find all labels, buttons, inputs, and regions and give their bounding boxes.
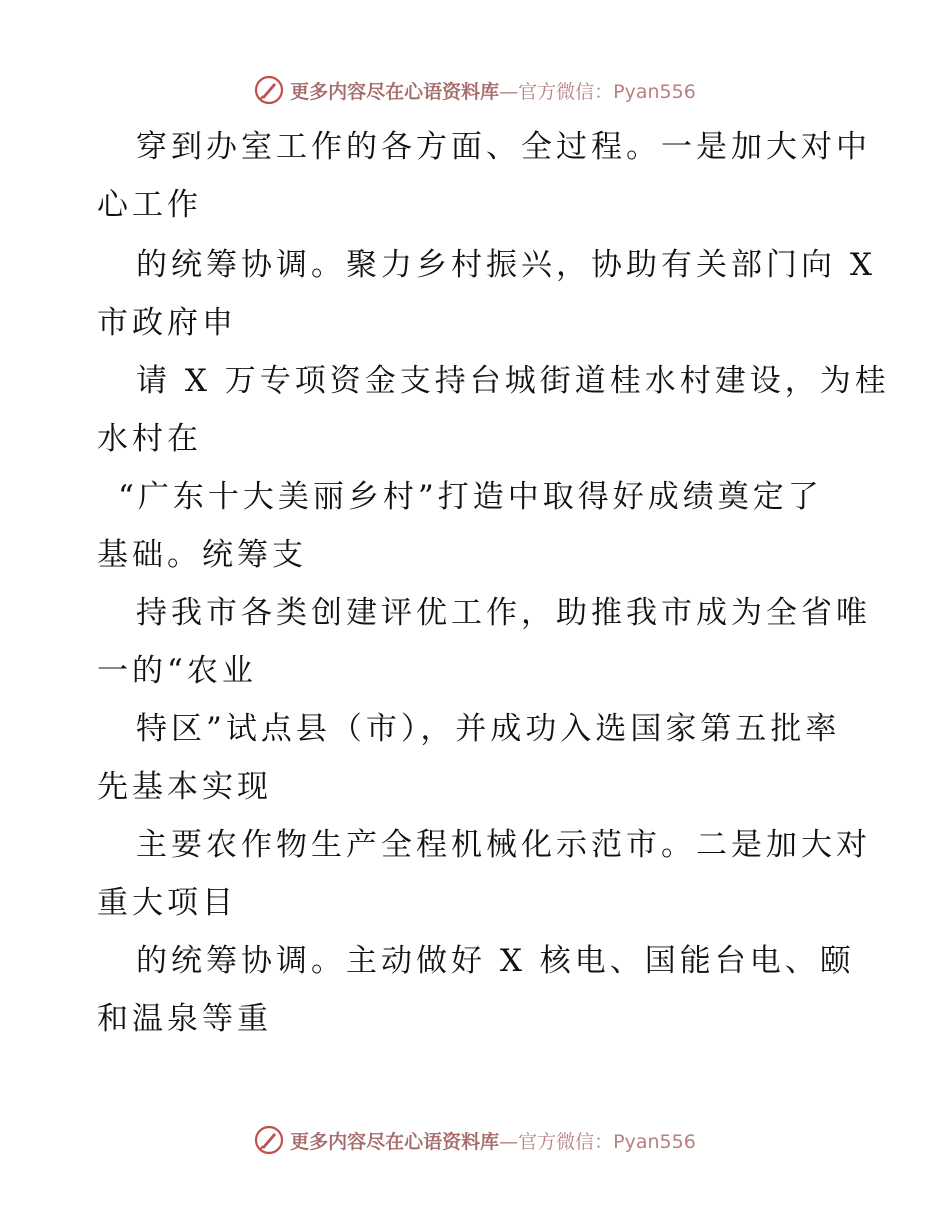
text-line: 持我市各类创建评优工作，助推我市成为全省唯 — [136, 595, 871, 631]
text-line: “广东十大美丽乡村”打造中取得好成绩奠定了 — [118, 479, 823, 515]
text-line: 先基本实现 — [97, 769, 272, 805]
text-line: 水村在 — [97, 421, 202, 457]
text-line: 请 X 万专项资金支持台城街道桂水村建设，为桂 — [136, 363, 890, 399]
header-banner — [0, 72, 950, 108]
text-line: 和温泉等重 — [97, 1001, 272, 1037]
text-line: 重大项目 — [97, 885, 237, 921]
text-line: 基础。统筹支 — [97, 537, 307, 573]
footer-banner — [0, 1122, 950, 1158]
quill-logo-icon — [254, 1125, 284, 1155]
text-line: 的统筹协调。聚力乡村振兴，协助有关部门向 X — [136, 247, 876, 283]
text-line: 市政府申 — [97, 305, 237, 341]
text-line: 的统筹协调。主动做好 X 核电、国能台电、颐 — [136, 943, 855, 979]
text-line: 心工作 — [97, 187, 202, 223]
text-line: 主要农作物生产全程机械化示范市。二是加大对 — [136, 827, 871, 863]
quill-logo-icon — [254, 75, 284, 105]
header-banner-text: 更多内容尽在心语资料库—官方微信：Pyan556 — [290, 80, 696, 103]
text-line: 特区”试点县（市），并成功入选国家第五批率 — [136, 711, 841, 747]
text-line: 穿到办室工作的各方面、全过程。一是加大对中 — [136, 129, 871, 165]
text-line: 一的“农业 — [97, 653, 257, 689]
footer-banner-text: 更多内容尽在心语资料库—官方微信：Pyan556 — [290, 1130, 696, 1153]
